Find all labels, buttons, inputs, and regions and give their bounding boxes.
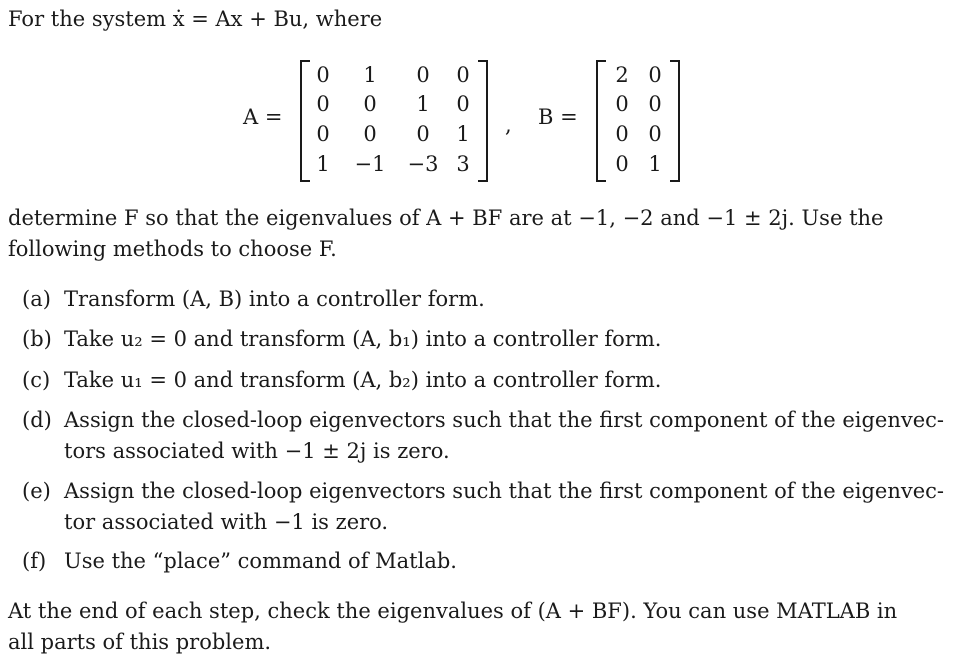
method-item-b	[22, 324, 661, 354]
matrix-a-left-bracket	[300, 60, 310, 182]
matrix-a-cell: 0	[456, 63, 470, 87]
method-item-label: (b)	[22, 327, 52, 351]
method-item-label: (a)	[22, 287, 51, 311]
matrix-a-cell: 0	[316, 122, 330, 146]
matrix-b-cell: 0	[648, 63, 662, 87]
matrix-a-cell: 0	[416, 63, 430, 87]
method-item-text: Transform (A, B) into a controller form.	[64, 287, 485, 311]
matrix-a-label: A =	[243, 105, 283, 129]
method-item-d-continuation: tors associated with −1 ± 2j is zero.	[64, 439, 450, 463]
matrix-a-cell: 0	[316, 63, 330, 87]
matrix-b-cell: 0	[615, 122, 629, 146]
method-item-text: Take u₂ = 0 and transform (A, b₁) into a controller form.	[64, 327, 662, 351]
matrix-a-cell: 0	[416, 122, 430, 146]
matrix-a-cell: 0	[316, 92, 330, 116]
matrix-a-cell: 1	[456, 122, 470, 146]
method-item-label: (d)	[22, 408, 52, 432]
method-item-text: Take u₁ = 0 and transform (A, b₂) into a controller form.	[64, 368, 662, 392]
method-item-text: Use the “place” command of Matlab.	[64, 549, 457, 573]
matrix-b-label: B =	[538, 105, 578, 129]
method-item-a	[22, 284, 485, 314]
matrix-a-cell: 0	[363, 92, 377, 116]
method-item-d	[22, 405, 944, 435]
matrix-b-cell: 0	[648, 122, 662, 146]
method-item-e-continuation: tor associated with −1 is zero.	[64, 510, 389, 534]
matrix-b-cell: 0	[648, 92, 662, 116]
method-item-label: (f)	[22, 549, 47, 573]
method-item-f	[22, 546, 457, 576]
matrix-a-right-bracket	[478, 60, 488, 182]
matrix-b-cell: 0	[615, 92, 629, 116]
matrix-b-cell: 2	[615, 63, 629, 87]
matrix-a-cell: −1	[354, 152, 386, 176]
matrix-b-cell: 1	[648, 152, 662, 176]
problem-statement-line: following methods to choose F.	[8, 237, 337, 261]
problem-statement-line: determine F so that the eigenvalues of A + BF are at −1, −2 and −1 ± 2j. Use the	[8, 206, 884, 230]
method-item-label: (e)	[22, 479, 51, 503]
method-item-e	[22, 476, 944, 506]
matrix-a-cell: 1	[363, 63, 377, 87]
matrix-a-cell: 0	[363, 122, 377, 146]
matrix-separator: ,	[505, 113, 512, 137]
matrix-a-cell: 1	[416, 92, 430, 116]
matrix-a-cell: 0	[456, 92, 470, 116]
matrix-b-cell: 0	[615, 152, 629, 176]
matrix-a-cell: 1	[316, 152, 330, 176]
method-item-c	[22, 365, 661, 395]
matrix-a-cell: −3	[407, 152, 439, 176]
method-item-text: Assign the closed-loop eigenvectors such that the first component of the eigenvec-	[64, 408, 945, 432]
closing-line: At the end of each step, check the eigenvalues of (A + BF). You can use MATLAB in	[8, 599, 898, 623]
matrix-b-right-bracket	[670, 60, 680, 182]
problem-intro: For the system ẋ = Ax + Bu, where	[8, 7, 383, 31]
matrix-a-cell: 3	[456, 152, 470, 176]
matrix-b-left-bracket	[596, 60, 606, 182]
method-item-label: (c)	[22, 368, 51, 392]
closing-line: all parts of this problem.	[8, 630, 272, 654]
method-item-text: Assign the closed-loop eigenvectors such that the first component of the eigenvec-	[64, 479, 945, 503]
